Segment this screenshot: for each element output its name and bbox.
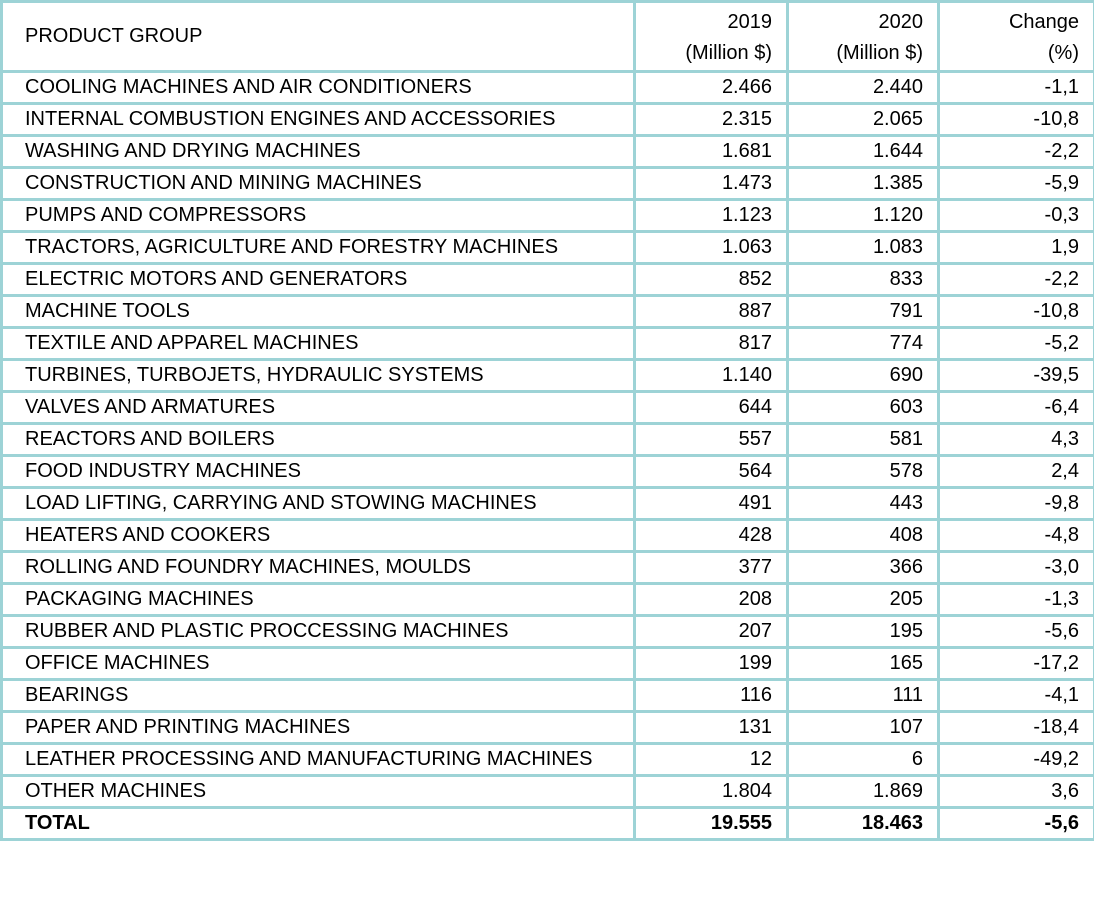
value-2019-cell: 817 <box>635 328 788 360</box>
table-row <box>2 392 1094 424</box>
value-2020-cell: 1.644 <box>788 136 939 168</box>
value-2019-cell: 852 <box>635 264 788 296</box>
product-group-cell: PACKAGING MACHINES <box>2 584 635 616</box>
change-header <box>939 2 1094 72</box>
table-row <box>2 520 1094 552</box>
change-cell: -17,2 <box>939 648 1094 680</box>
year-2019-header-year: 2019 <box>727 11 772 33</box>
change-cell: -0,3 <box>939 200 1094 232</box>
value-2019-cell: 1.140 <box>635 360 788 392</box>
total-change-cell: -5,6 <box>939 808 1094 840</box>
year-2020-header-year: 2020 <box>878 11 923 33</box>
product-group-cell: LEATHER PROCESSING AND MANUFACTURING MACHINES <box>2 744 635 776</box>
product-group-cell: TEXTILE AND APPAREL MACHINES <box>2 328 635 360</box>
table-row <box>2 712 1094 744</box>
value-2020-cell: 366 <box>788 552 939 584</box>
value-2020-cell: 690 <box>788 360 939 392</box>
change-header-unit: (%) <box>1047 42 1079 64</box>
table-row <box>2 552 1094 584</box>
table-row <box>2 168 1094 200</box>
change-cell: -4,8 <box>939 520 1094 552</box>
table-row <box>2 776 1094 808</box>
product-group-cell: ROLLING AND FOUNDRY MACHINES, MOULDS <box>2 552 635 584</box>
table-body <box>2 72 1094 840</box>
change-header-label: Change <box>1008 11 1079 33</box>
change-cell: -9,8 <box>939 488 1094 520</box>
value-2019-cell: 208 <box>635 584 788 616</box>
change-cell: 2,4 <box>939 456 1094 488</box>
table-row <box>2 328 1094 360</box>
value-2020-cell: 165 <box>788 648 939 680</box>
value-2019-cell: 131 <box>635 712 788 744</box>
change-cell: -1,3 <box>939 584 1094 616</box>
table-row <box>2 72 1094 104</box>
change-cell: -5,6 <box>939 616 1094 648</box>
value-2019-cell: 377 <box>635 552 788 584</box>
value-2019-cell: 1.063 <box>635 232 788 264</box>
value-2019-cell: 428 <box>635 520 788 552</box>
value-2019-cell: 2.466 <box>635 72 788 104</box>
change-cell: -10,8 <box>939 296 1094 328</box>
product-group-cell: LOAD LIFTING, CARRYING AND STOWING MACHINES <box>2 488 635 520</box>
table-row <box>2 232 1094 264</box>
value-2020-cell: 1.869 <box>788 776 939 808</box>
table-row <box>2 648 1094 680</box>
product-group-cell: RUBBER AND PLASTIC PROCCESSING MACHINES <box>2 616 635 648</box>
table-row <box>2 200 1094 232</box>
product-group-cell: VALVES AND ARMATURES <box>2 392 635 424</box>
value-2019-cell: 557 <box>635 424 788 456</box>
table-row <box>2 360 1094 392</box>
product-group-cell: COOLING MACHINES AND AIR CONDITIONERS <box>2 72 635 104</box>
total-label-cell: TOTAL <box>2 808 635 840</box>
value-2020-cell: 6 <box>788 744 939 776</box>
table-row <box>2 456 1094 488</box>
value-2020-cell: 195 <box>788 616 939 648</box>
value-2020-cell: 1.385 <box>788 168 939 200</box>
year-2020-header <box>788 2 939 72</box>
year-2020-header-unit: (Million $) <box>836 42 923 64</box>
value-2019-cell: 12 <box>635 744 788 776</box>
product-group-cell: MACHINE TOOLS <box>2 296 635 328</box>
value-2020-cell: 603 <box>788 392 939 424</box>
change-cell: 3,6 <box>939 776 1094 808</box>
change-cell: -5,9 <box>939 168 1094 200</box>
value-2020-cell: 1.083 <box>788 232 939 264</box>
table-row <box>2 584 1094 616</box>
change-cell: 1,9 <box>939 232 1094 264</box>
value-2019-cell: 491 <box>635 488 788 520</box>
product-group-cell: PAPER AND PRINTING MACHINES <box>2 712 635 744</box>
product-group-cell: ELECTRIC MOTORS AND GENERATORS <box>2 264 635 296</box>
table-row <box>2 424 1094 456</box>
total-2019-cell: 19.555 <box>635 808 788 840</box>
value-2020-cell: 581 <box>788 424 939 456</box>
product-group-cell: OTHER MACHINES <box>2 776 635 808</box>
product-group-cell: CONSTRUCTION AND MINING MACHINES <box>2 168 635 200</box>
change-cell: -2,2 <box>939 136 1094 168</box>
value-2020-cell: 1.120 <box>788 200 939 232</box>
value-2019-cell: 116 <box>635 680 788 712</box>
product-group-cell: TURBINES, TURBOJETS, HYDRAULIC SYSTEMS <box>2 360 635 392</box>
value-2019-cell: 887 <box>635 296 788 328</box>
change-cell: -10,8 <box>939 104 1094 136</box>
value-2020-cell: 443 <box>788 488 939 520</box>
value-2020-cell: 791 <box>788 296 939 328</box>
value-2019-cell: 1.804 <box>635 776 788 808</box>
value-2020-cell: 205 <box>788 584 939 616</box>
value-2020-cell: 408 <box>788 520 939 552</box>
table-row <box>2 744 1094 776</box>
year-2019-header-unit: (Million $) <box>685 42 772 64</box>
product-group-cell: TRACTORS, AGRICULTURE AND FORESTRY MACHINES <box>2 232 635 264</box>
table-row <box>2 616 1094 648</box>
value-2020-cell: 2.065 <box>788 104 939 136</box>
change-cell: -2,2 <box>939 264 1094 296</box>
value-2020-cell: 774 <box>788 328 939 360</box>
value-2019-cell: 1.473 <box>635 168 788 200</box>
table-row <box>2 296 1094 328</box>
value-2019-cell: 207 <box>635 616 788 648</box>
total-2020-cell: 18.463 <box>788 808 939 840</box>
total-row <box>2 808 1094 840</box>
table-header <box>2 2 1094 72</box>
table-row <box>2 680 1094 712</box>
table-row <box>2 264 1094 296</box>
change-cell: -39,5 <box>939 360 1094 392</box>
product-group-cell: OFFICE MACHINES <box>2 648 635 680</box>
product-group-cell: REACTORS AND BOILERS <box>2 424 635 456</box>
product-group-cell: FOOD INDUSTRY MACHINES <box>2 456 635 488</box>
table-row <box>2 488 1094 520</box>
value-2019-cell: 1.123 <box>635 200 788 232</box>
change-cell: 4,3 <box>939 424 1094 456</box>
product-group-cell: BEARINGS <box>2 680 635 712</box>
value-2020-cell: 111 <box>788 680 939 712</box>
change-cell: -5,2 <box>939 328 1094 360</box>
value-2020-cell: 2.440 <box>788 72 939 104</box>
value-2019-cell: 1.681 <box>635 136 788 168</box>
table-row <box>2 136 1094 168</box>
value-2019-cell: 644 <box>635 392 788 424</box>
value-2020-cell: 833 <box>788 264 939 296</box>
table-row <box>2 104 1094 136</box>
product-group-cell: PUMPS AND COMPRESSORS <box>2 200 635 232</box>
product-group-cell: HEATERS AND COOKERS <box>2 520 635 552</box>
value-2019-cell: 199 <box>635 648 788 680</box>
value-2020-cell: 107 <box>788 712 939 744</box>
product-group-cell: WASHING AND DRYING MACHINES <box>2 136 635 168</box>
change-cell: -18,4 <box>939 712 1094 744</box>
value-2019-cell: 2.315 <box>635 104 788 136</box>
year-2019-header <box>635 2 788 72</box>
change-cell: -3,0 <box>939 552 1094 584</box>
value-2020-cell: 578 <box>788 456 939 488</box>
change-cell: -4,1 <box>939 680 1094 712</box>
product-group-cell: INTERNAL COMBUSTION ENGINES AND ACCESSORIES <box>2 104 635 136</box>
change-cell: -49,2 <box>939 744 1094 776</box>
value-2019-cell: 564 <box>635 456 788 488</box>
header-row <box>2 2 1094 72</box>
product-group-header: PRODUCT GROUP <box>2 2 635 72</box>
change-cell: -6,4 <box>939 392 1094 424</box>
change-cell: -1,1 <box>939 72 1094 104</box>
